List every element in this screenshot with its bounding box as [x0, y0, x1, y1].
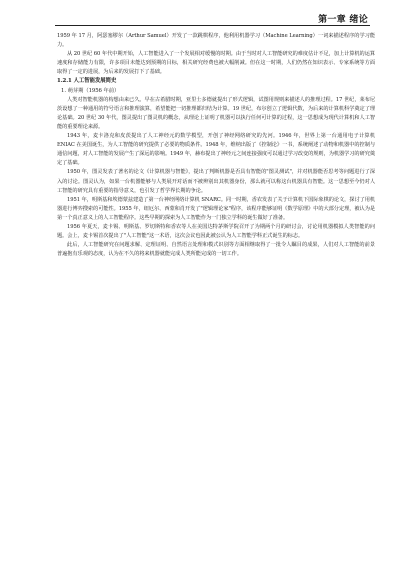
body-text — [57, 32, 375, 259]
paragraph-2: 1943 年，麦卡洛克和皮茨提出了人工神经元的数学模型，开创了神经网络研究的先河。1946 年，世界上第一台通用电子计算机 ENIAC 在美国诞生，为人工智能的研究提供了必要的物质条件。1948 年，维纳出版了《控制论》一书，系统阐述了动物和机器中的控制与通信问题，对人工智能的发展产生了深远的影响。1949 年，赫布提出了神经元之间连接强度可以通过学习改变的规则，为机器学习的研究奠定了基础。 — [57, 133, 375, 167]
paragraph-5: 1956 年夏天，麦卡锡、明斯基、罗切斯特和香农等人在美国达特茅斯学院召开了为期两个月的研讨会，讨论用机器模拟人类智能的问题。会上，麦卡锡首次提出了"人工智能"这一术语，这次会议也因此被公认为人工智能学科正式诞生的标志。 — [57, 223, 375, 240]
sub-heading: 1. 萌芽期（1956 年前） — [61, 87, 120, 94]
running-header: 第一章 绪论 — [318, 15, 368, 25]
paragraph-3: 1950 年，图灵发表了著名的论文《计算机器与智能》，提出了判断机器是否具有智能的"图灵测试"，并对机器能否思考等问题进行了深入的讨论。图灵认为，如果一台机器能够与人类展开对话而不被辨别出其机器身份，那么就可以称这台机器具有智能。这一思想至今仍对人工智能的研究具有重要的指导意义，也引发了哲学界长期的争论。 — [57, 169, 375, 194]
paragraph-intro: 1959 年 17 月，阿瑟塞缪尔（Arthur Samuel）开发了一款跳棋程序，他利用机器学习（Machine Learning）一词来描述程序的学习能力。 — [57, 33, 375, 49]
paragraph-1: 人类对智能机器的构想由来已久。早在古希腊时期，亚里士多德就提出了形式逻辑，试图用规则来描述人的推理过程。17 世纪，莱布尼茨设想了一种通用的符号语言和推理演算，希望能把一切推理都归结为计算。19 世纪，布尔创立了逻辑代数，为后来的计算机科学奠定了理论基础。20 世纪 30 年代，图灵提出了图灵机的概念，从理论上证明了机器可以执行任何可计算的过程，这一思想成为现代计算机和人工智能的重要理论来源。 — [57, 96, 375, 130]
section-heading: 1.2.1 人工智能发展简史 — [57, 78, 117, 85]
paragraph-4: 1951 年，明斯基和埃德蒙兹建造了第一台神经网络计算机 SNARC。同一时期，香农发表了关于计算机下国际象棋的论文，探讨了用机器进行博弈搜索的可能性。1955 年，纽厄尔、西蒙和肖开发了"逻辑理论家"程序，该程序能够证明《数学原理》中的大部分定理，被认为是第一个真正意义上的人工智能程序。这些早期的探索为人工智能作为一门独立学科的诞生做好了准备。 — [57, 196, 375, 221]
paragraph-6: 此后，人工智能研究在问题求解、定理证明、自然语言处理和模式识别等方面相继取得了一批令人瞩目的成果，人们对人工智能的前景普遍抱有乐观的态度，认为在不久的将来机器就能完成人类所能完成的一切工作。 — [57, 242, 375, 258]
header-rule — [55, 25, 370, 26]
paragraph-intro-2: 从 20 世纪 60 年代中期开始，人工智能进入了一个发展相对缓慢的时期。由于当时对人工智能研究的难度估计不足，加上计算机的运算速度和存储能力有限，许多项目未能达到预期的目标，相关研究经费也被大幅削减。但在这一时期，人们仍然在知识表示、专家系统等方面取得了一定的进展，为后来的发展打下了基础。 — [57, 51, 375, 76]
